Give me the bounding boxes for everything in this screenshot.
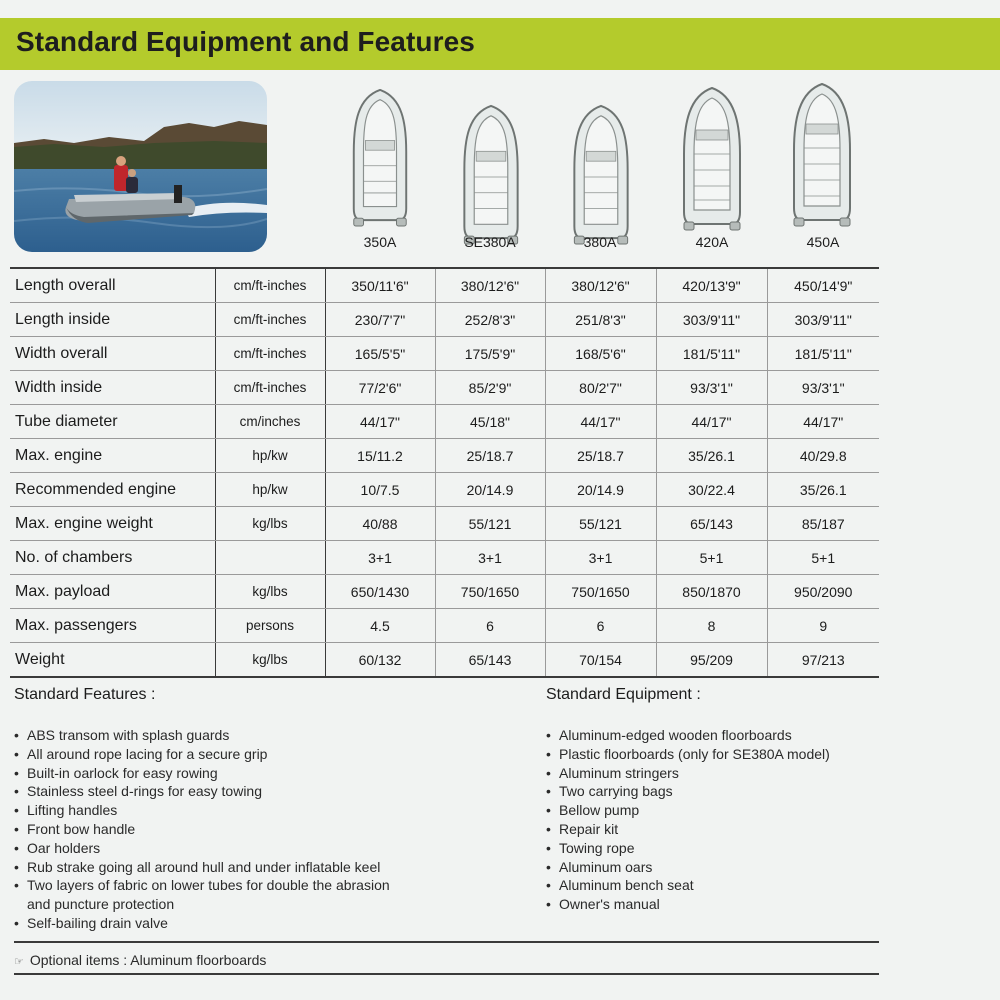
spec-label: Max. engine — [10, 439, 215, 473]
spec-value: 40/29.8 — [767, 439, 879, 473]
list-item: • All around rope lacing for a secure grip — [14, 745, 394, 764]
spec-unit: kg/lbs — [215, 643, 325, 678]
spec-value: 303/9'11" — [656, 303, 767, 337]
spec-value: 3+1 — [325, 541, 435, 575]
spec-unit — [215, 541, 325, 575]
spec-value: 4.5 — [325, 609, 435, 643]
spec-value: 25/18.7 — [545, 439, 656, 473]
list-item: • Stainless steel d-rings for easy towing — [14, 782, 394, 801]
model-label: 420A — [695, 234, 729, 250]
list-item: • Bellow pump — [546, 801, 876, 820]
spec-unit: persons — [215, 609, 325, 643]
spec-value: 30/22.4 — [656, 473, 767, 507]
spec-unit: kg/lbs — [215, 575, 325, 609]
spec-value: 44/17" — [325, 405, 435, 439]
spec-unit: cm/ft-inches — [215, 303, 325, 337]
table-row — [10, 303, 879, 337]
list-item: • Self-bailing drain valve — [14, 914, 394, 933]
spec-value: 40/88 — [325, 507, 435, 541]
spec-label: Max. passengers — [10, 609, 215, 643]
spec-value: 251/8'3" — [545, 303, 656, 337]
model-label: 350A — [363, 234, 397, 250]
boat-diagram-se380a — [456, 100, 526, 248]
spec-value: 60/132 — [325, 643, 435, 678]
list-item: • Aluminum-edged wooden floorboards — [546, 726, 876, 745]
spec-value: 6 — [545, 609, 656, 643]
list-item: • Oar holders — [14, 839, 394, 858]
list-item: • Rub strake going all around hull and under inflatable keel — [14, 858, 394, 877]
page-title: Standard Equipment and Features — [16, 26, 475, 57]
table-row — [10, 609, 879, 643]
model-label: 380A — [583, 234, 617, 250]
boat-diagram-350a — [346, 84, 414, 230]
spec-value: 85/187 — [767, 507, 879, 541]
list-item: • Aluminum bench seat — [546, 876, 876, 895]
spec-value: 380/12'6" — [435, 268, 545, 303]
spec-value: 97/213 — [767, 643, 879, 678]
list-item: • Two carrying bags — [546, 782, 876, 801]
specifications-table — [10, 267, 879, 678]
list-item: • Plastic floorboards (only for SE380A model) — [546, 745, 876, 764]
boat-diagram-380a — [566, 100, 636, 248]
spec-value: 450/14'9" — [767, 268, 879, 303]
spec-label: Length overall — [10, 268, 215, 303]
spec-unit: cm/ft-inches — [215, 337, 325, 371]
spec-value: 750/1650 — [435, 575, 545, 609]
list-item: • ABS transom with splash guards — [14, 726, 394, 745]
spec-value: 70/154 — [545, 643, 656, 678]
spec-value: 35/26.1 — [656, 439, 767, 473]
divider-line — [14, 973, 879, 975]
spec-value: 65/143 — [656, 507, 767, 541]
spec-value: 65/143 — [435, 643, 545, 678]
spec-value: 950/2090 — [767, 575, 879, 609]
spec-unit: hp/kw — [215, 473, 325, 507]
equipment-list — [546, 726, 876, 914]
optional-items-text: Optional items : Aluminum floorboards — [29, 952, 267, 968]
table-row — [10, 371, 879, 405]
spec-value: 35/26.1 — [767, 473, 879, 507]
table-row — [10, 268, 879, 303]
spec-unit: cm/inches — [215, 405, 325, 439]
spec-value: 168/5'6" — [545, 337, 656, 371]
spec-value: 45/18" — [435, 405, 545, 439]
spec-value: 8 — [656, 609, 767, 643]
list-item: • Aluminum stringers — [546, 764, 876, 783]
spec-value: 77/2'6" — [325, 371, 435, 405]
table-row — [10, 439, 879, 473]
spec-unit: hp/kw — [215, 439, 325, 473]
spec-value: 181/5'11" — [656, 337, 767, 371]
spec-label: Tube diameter — [10, 405, 215, 439]
spec-value: 20/14.9 — [435, 473, 545, 507]
spec-unit: cm/ft-inches — [215, 268, 325, 303]
spec-value: 252/8'3" — [435, 303, 545, 337]
spec-value: 380/12'6" — [545, 268, 656, 303]
spec-label: No. of chambers — [10, 541, 215, 575]
spec-unit: cm/ft-inches — [215, 371, 325, 405]
equipment-heading: Standard Equipment : — [546, 686, 701, 703]
list-item: • Aluminum oars — [546, 858, 876, 877]
features-list — [14, 726, 394, 933]
list-item: • Lifting handles — [14, 801, 394, 820]
table-row — [10, 473, 879, 507]
spec-value: 350/11'6" — [325, 268, 435, 303]
spec-value: 85/2'9" — [435, 371, 545, 405]
spec-value: 5+1 — [767, 541, 879, 575]
table-row — [10, 541, 879, 575]
spec-unit: kg/lbs — [215, 507, 325, 541]
spec-value: 165/5'5" — [325, 337, 435, 371]
spec-value: 15/11.2 — [325, 439, 435, 473]
spec-value: 55/121 — [435, 507, 545, 541]
boat-diagram-420a — [676, 84, 748, 234]
model-label: 450A — [806, 234, 840, 250]
table-row — [10, 643, 879, 678]
spec-label: Width inside — [10, 371, 215, 405]
spec-value: 25/18.7 — [435, 439, 545, 473]
spec-value: 850/1870 — [656, 575, 767, 609]
spec-value: 181/5'11" — [767, 337, 879, 371]
spec-value: 5+1 — [656, 541, 767, 575]
list-item: • Front bow handle — [14, 820, 394, 839]
spec-value: 80/2'7" — [545, 371, 656, 405]
spec-value: 750/1650 — [545, 575, 656, 609]
spec-value: 20/14.9 — [545, 473, 656, 507]
model-label: SE380A — [464, 234, 516, 250]
boat-diagram-450a — [786, 80, 858, 230]
spec-label: Width overall — [10, 337, 215, 371]
spec-value: 3+1 — [435, 541, 545, 575]
list-item: • Repair kit — [546, 820, 876, 839]
spec-label: Recommended engine — [10, 473, 215, 507]
list-item: • Owner's manual — [546, 895, 876, 914]
title-banner — [0, 18, 1000, 70]
spec-label: Weight — [10, 643, 215, 678]
spec-value: 44/17" — [656, 405, 767, 439]
table-row — [10, 405, 879, 439]
pointing-hand-icon: ☞ — [14, 956, 24, 968]
spec-value: 10/7.5 — [325, 473, 435, 507]
spec-value: 93/3'1" — [656, 371, 767, 405]
divider-line — [14, 941, 879, 943]
spec-value: 650/1430 — [325, 575, 435, 609]
spec-value: 44/17" — [767, 405, 879, 439]
spec-value: 230/7'7" — [325, 303, 435, 337]
table-row — [10, 575, 879, 609]
spec-value: 93/3'1" — [767, 371, 879, 405]
list-item: • Built-in oarlock for easy rowing — [14, 764, 394, 783]
boat-photo — [14, 81, 267, 252]
spec-value: 175/5'9" — [435, 337, 545, 371]
spec-value: 9 — [767, 609, 879, 643]
spec-value: 3+1 — [545, 541, 656, 575]
spec-value: 303/9'11" — [767, 303, 879, 337]
spec-value: 55/121 — [545, 507, 656, 541]
spec-label: Length inside — [10, 303, 215, 337]
spec-value: 420/13'9" — [656, 268, 767, 303]
list-item: • Two layers of fabric on lower tubes for double the abrasion and puncture protection — [14, 876, 394, 914]
spec-label: Max. engine weight — [10, 507, 215, 541]
list-item: • Towing rope — [546, 839, 876, 858]
spec-value: 44/17" — [545, 405, 656, 439]
table-row — [10, 507, 879, 541]
spec-value: 95/209 — [656, 643, 767, 678]
spec-value: 6 — [435, 609, 545, 643]
table-row — [10, 337, 879, 371]
features-heading: Standard Features : — [14, 686, 156, 703]
optional-items-note — [14, 952, 266, 968]
spec-label: Max. payload — [10, 575, 215, 609]
